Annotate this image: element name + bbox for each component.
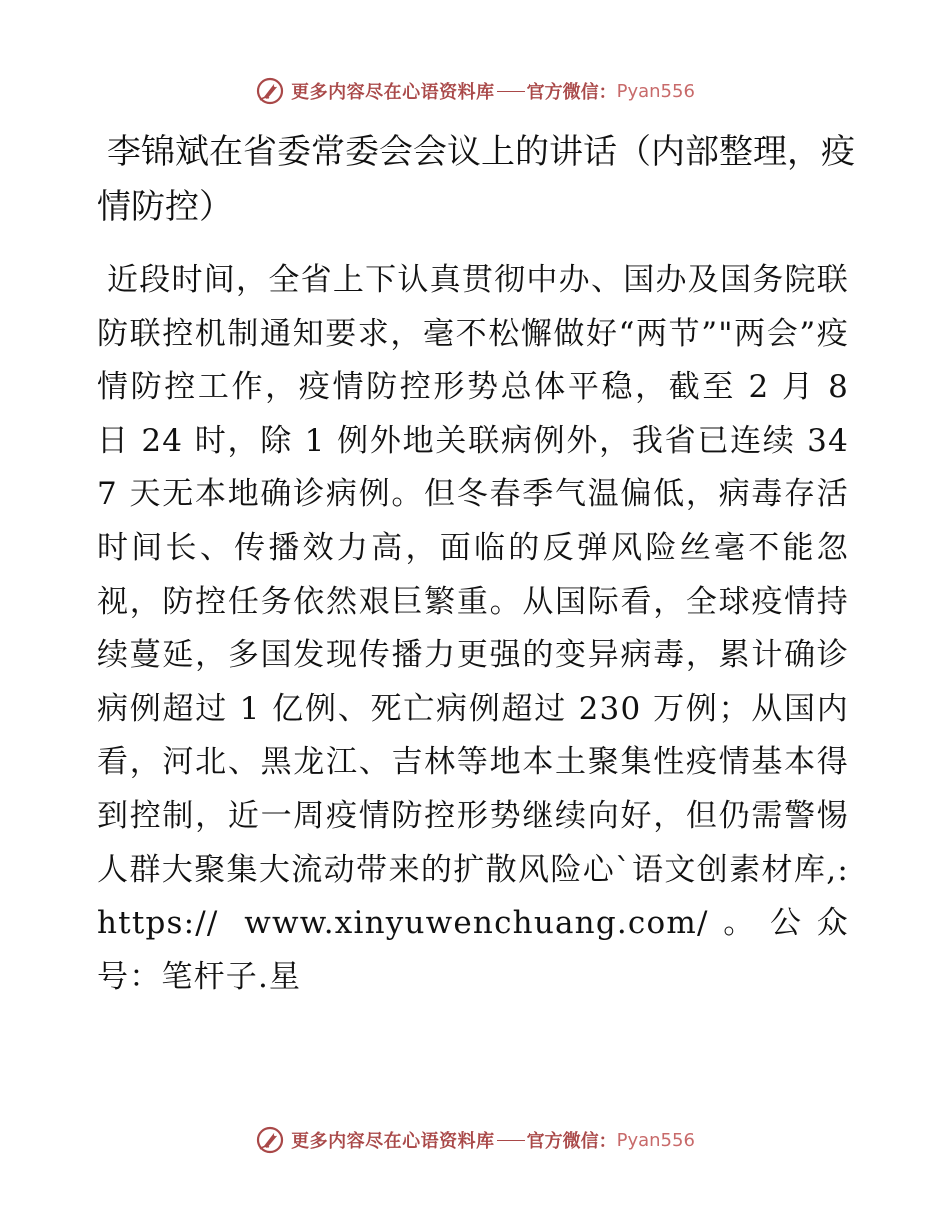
banner-library-text: 更多内容尽在心语资料库 (291, 82, 495, 103)
footer-banner (0, 1120, 950, 1160)
banner-divider (497, 91, 525, 92)
banner-contact-label: 官方微信： (526, 1131, 617, 1152)
banner-contact-label: 官方微信： (526, 82, 617, 103)
document-paragraph: 近段时间，全省上下认真贯彻中办、国办及国务院联防联控机制通知要求，毫不松懈做好“两节”"两会”疫情防控工作，疫情防控形势总体平稳，截至 2 月 8 日 24 时，除 1 例外地关联病例外，我省已连续 347 天无本地确诊病例。但冬春季气温偏低，病毒存活时间长、传播效力高，面临的反弹风险丝毫不能忽视，防控任务依然艰巨繁重。从国际看，全球疫情持续蔓延，多国发现传播力更强的变异病毒，累计确诊病例超过 1 亿例、死亡病例超过 230 万例；从国内看，河北、黑龙江、吉林等地本土聚集性疫情基本得到控制，近一周疫情防控形势继续向好，但仍需警惕人群大聚集大流动带来的扩散风险心`语文创素材库,: https:// www.xinyuwenchuang.com/。公众号：笔杆子.星 (97, 262, 849, 995)
banner-divider (497, 1140, 525, 1141)
document-title: 李锦斌在省委常委会会议上的讲话（内部整理，疫情防控） (97, 132, 855, 227)
banner-contact-id: Pyan556 (616, 1129, 695, 1151)
banner-library-text: 更多内容尽在心语资料库 (291, 1131, 495, 1152)
pen-nib-seal-icon (255, 1125, 285, 1155)
pen-nib-seal-icon (255, 76, 285, 106)
banner-contact-id: Pyan556 (616, 80, 695, 102)
header-banner (0, 71, 950, 111)
